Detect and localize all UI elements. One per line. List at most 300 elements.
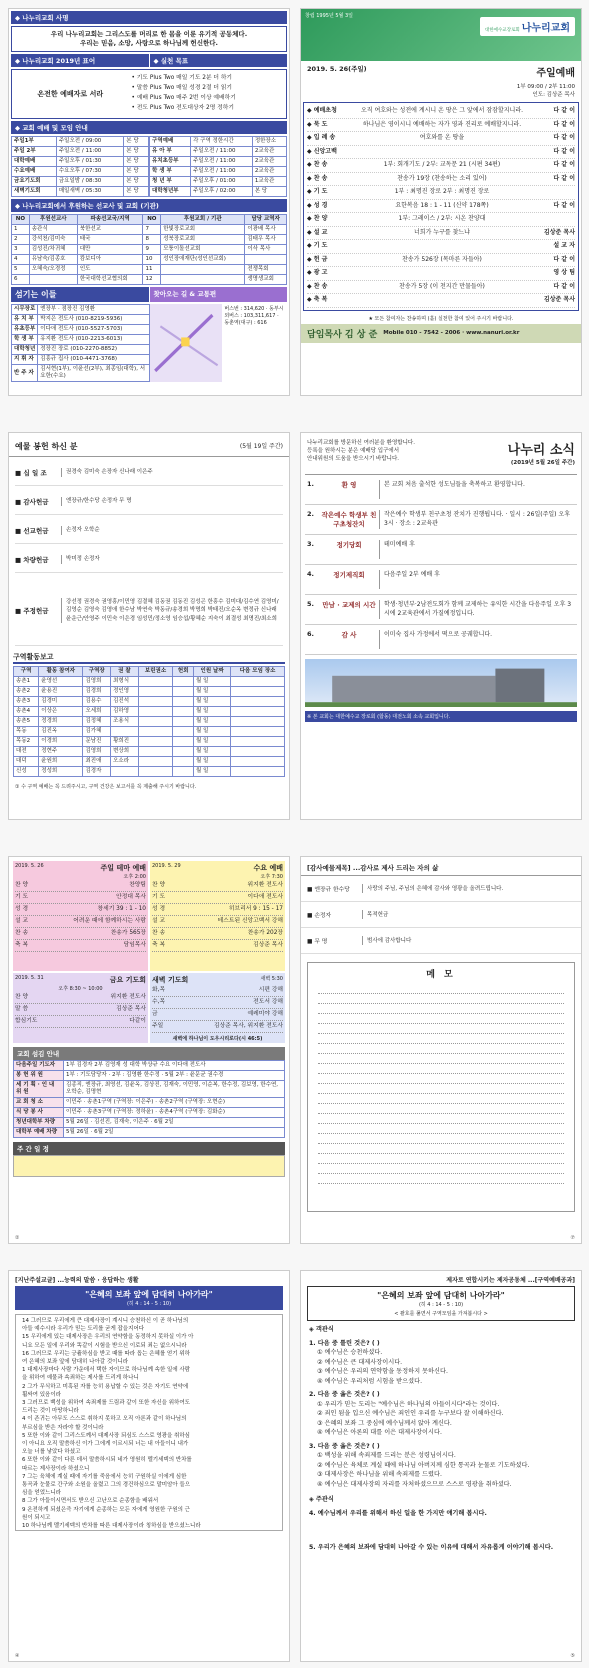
- sermon-line: 부르심을 받은 자라야 할 것이니라: [22, 1424, 104, 1431]
- service-cell: 2교육관: [252, 157, 286, 167]
- missionary-cell: 9: [143, 245, 161, 255]
- service-cell: 각 구역 정한시간: [191, 137, 253, 147]
- district-cell: [231, 737, 285, 747]
- district-row: [14, 677, 285, 687]
- thanks-title: [감사예물제목] ...감사로 제사 드리는 자의 삶: [301, 857, 581, 876]
- schedule-row: [15, 1004, 146, 1016]
- schedule-row: [15, 880, 146, 892]
- district-cell: [231, 677, 285, 687]
- district-cell: [138, 697, 173, 707]
- worship-order-content: 1부 : 최명진 장로 2부 : 최명진 장로: [394, 188, 490, 195]
- wednesday-service: 2019. 5. 29 수요 예배 오후 7:30 찬 양 위지환 전도사 기 도 이다애 전도사 성 경 히브리서 9 : 15 - 17 설 교 테스트된 신앙고백서 강해 찬 송 찬송가 202장 축 복 김상준 목사: [150, 861, 285, 971]
- missionary-header: NO: [143, 215, 161, 225]
- missionary-cell: 5: [12, 265, 30, 275]
- schedule-row: [152, 928, 283, 940]
- news-item: [305, 475, 577, 505]
- servant-name: 김서현(1부), 이윤선(2부), 최종임(대학), 서요한(수요): [38, 365, 149, 382]
- worship-order-row: [307, 254, 575, 268]
- missionary-header: NO: [12, 215, 30, 225]
- motto: 온전한 예배자로 서라: [37, 90, 104, 98]
- offering-row: [15, 576, 283, 646]
- district-cell: 월 일: [194, 747, 231, 757]
- schedule-row: [15, 992, 146, 1004]
- church-logo: 대한예수교장로회 나누리교회: [480, 17, 575, 36]
- schedule-item: 기 도: [15, 894, 29, 900]
- worship-order-leader: 다 같 이: [553, 120, 575, 128]
- serve-row: [14, 1108, 285, 1118]
- study-essay: 5. 우리가 은혜의 보좌에 담대히 나아갈 수 있는 이유에 대해서 자유롭게 이야기해 봅시다.: [309, 1543, 554, 1551]
- week-heading: 주 간 일 정: [13, 1142, 285, 1155]
- news-number: 5.: [307, 600, 314, 608]
- service-row: [150, 137, 287, 147]
- district-cell: [173, 767, 194, 777]
- schedule-item: 성 경: [15, 906, 29, 912]
- sermon-line: 8 그가 아들이시면서도 받으신 고난으로 순종함을 배워서: [22, 1498, 159, 1505]
- district-cell: [138, 747, 173, 757]
- schedule-item: 금: [152, 1011, 158, 1017]
- motto-heading: ◆ 나누리교회 2019년 표어: [11, 54, 149, 67]
- district-cell: 월 일: [194, 697, 231, 707]
- service-cell: 본 당: [124, 177, 149, 187]
- service-cell: 본 당: [124, 157, 149, 167]
- serve-role: 청년대학부 차량: [14, 1118, 64, 1128]
- missionary-header: 담당 교역자: [245, 215, 287, 225]
- missionary-cell: 김태우 목사: [245, 235, 287, 245]
- serve-detail: 5월 26일 · 6월 2일: [64, 1128, 285, 1138]
- missionary-cell: 모퉁이돌선교회: [161, 245, 245, 255]
- offering-type: ■ 차량헌금: [15, 556, 49, 564]
- study-heading-box: "은혜의 보좌 앞에 담대히 나아가라" (히 4 : 14 - 5 : 10) < 괄호를 풀면서 구역모임을 가져봅시다 >: [307, 1286, 575, 1321]
- memo-line: [318, 1074, 564, 1084]
- thanks-item: [301, 928, 581, 954]
- memo-line: [318, 1004, 564, 1014]
- sermon-line: 여 은혜의 보좌 앞에 담대히 나아갈 것이니라: [22, 1359, 129, 1366]
- schedule-item: 찬 송: [15, 930, 29, 936]
- district-cell: 김영희: [83, 747, 111, 757]
- service-cell: 주일오전 / 11:00: [191, 157, 253, 167]
- schedule-value: 안정대 목사: [116, 894, 146, 900]
- news-item: [305, 625, 577, 655]
- district-cell: 목동2: [14, 737, 39, 747]
- servant-role: 학 생 부: [12, 335, 38, 345]
- sermon-line: 휩싸여 있음이라: [22, 1391, 61, 1398]
- worship-order-content: 여호와를 온 땅을: [419, 134, 465, 141]
- district-cell: [173, 717, 194, 727]
- district-cell: 윤용진: [39, 687, 83, 697]
- worship-order-content: 찬송가 5장 (이 천지간 만물들아): [399, 282, 485, 290]
- thanks-text: 목적헌금: [362, 910, 575, 919]
- news-body: 학생·청년부·2남전도회가 함께 교제하는 유익한 시간을 다음주일 오후 3시에 2교육관에서 가질예정입니다.: [379, 600, 575, 619]
- news-number: 1.: [307, 480, 314, 488]
- district-cell: [173, 677, 194, 687]
- missionary-cell: 대만: [77, 245, 143, 255]
- schedule-row: [152, 892, 283, 904]
- schedule-row: [15, 916, 146, 928]
- district-cell: 김정혜: [83, 717, 111, 727]
- district-cell: 월 일: [194, 687, 231, 697]
- missionary-cell: 6: [12, 275, 30, 285]
- offering-list: [9, 460, 289, 646]
- district-cell: 송촌1: [14, 677, 39, 687]
- district-row: [14, 747, 285, 757]
- missionary-row: [12, 275, 287, 285]
- worship-order-leader: 영 상 팀: [553, 269, 575, 276]
- bulletin-page-memo: [감사예물제목] ...감사로 제사 드리는 자의 삶 ■ 엔장규 한수당 사랑의 주님, 주님의 은혜에 감사와 영광을 올려드립니다. ■ 손정자 목적헌금 ■ 무 명 범사에 감사합니다 메 모 ⑦: [300, 856, 582, 1244]
- goals-list: [129, 70, 286, 118]
- worship-order-item: ◆ 묵 도: [307, 120, 328, 128]
- service-cell: 주일1부: [12, 137, 57, 147]
- schedule-row: [152, 904, 283, 916]
- schedule-value: 김상준 목사, 위지환 전도사: [214, 1023, 283, 1029]
- news-heading: 정기당회: [336, 541, 362, 549]
- sermon-line: 오늘 너를 낳았다 하셨고: [22, 1449, 81, 1456]
- worship-order-content: 찬송가 19장 (찬송하는 소리 있어): [397, 174, 487, 182]
- thanks-list: [301, 876, 581, 954]
- news-heading: 감 사: [341, 631, 357, 639]
- district-cell: [231, 697, 285, 707]
- thanks-name: ■ 엔장규 한수당: [307, 887, 350, 893]
- study-essay-title: ◈ 주관식: [309, 1496, 334, 1503]
- district-cell: 정인영: [111, 687, 139, 697]
- district-header: 다음 모임 장소: [231, 667, 285, 677]
- news-body: 이미숙 집사 가정에서 떡으로 공궤합니다.: [379, 630, 575, 649]
- district-row: [14, 737, 285, 747]
- district-cell: 정경희: [39, 717, 83, 727]
- district-row: [14, 727, 285, 737]
- schedule-row: [152, 880, 283, 892]
- denomination-caption: ※ 본 교회는 대한예수교 장로회 (합동) 대전노회 소속 교회입니다.: [305, 711, 577, 722]
- schedule-row: [152, 1009, 283, 1021]
- schedule-value: 이다애 전도사: [247, 894, 283, 900]
- offering-type: ■ 감사헌금: [15, 498, 49, 506]
- district-cell: [138, 677, 173, 687]
- worship-order-content: [349, 146, 535, 159]
- study-option: ④ 예수님은 아론의 대를 이은 대제사장이시다.: [317, 1429, 442, 1436]
- district-cell: [173, 757, 194, 767]
- worship-order-item: ◆ 광 고: [307, 269, 328, 276]
- worship-order-row: [307, 132, 575, 146]
- sermon-text: [15, 1314, 283, 1531]
- offering-type: ■ 선교헌금: [15, 527, 49, 535]
- bulletin-page-news: 나누리교회를 방문하신 여러분을 환영합니다. 등록을 원하시는 분은 예배당 입구에서 안내위원의 도움을 받으시기 바랍니다. 나누리 소식 (2019년 5월 26일 주간) 1. 환 영 본 교회 처음 출석한 성도님들을 축복하고 환영합니다. 2. 작은예수 학생부 친구초청잔치 작은예수 학생부 친구초청 잔치가 진행됩니다. · 일시 : 26일(주일) 오후 3시 · 장소 : 2교육관 3. 정기당회 테미예배 후 4. 정기제직회 다음주일 2부 예배 후 5. 만남 · 교제의 시간 학생·청년부·2남전도회가 함께 교제하는 유익한 시간을 다음주일 오후 3시에 2교육관에서 가질예정입니다. 6. 감 사 이미숙 집사 가정에서 떡으로 공궤합니다. ※ 본 교회는 대한예수교 장로회 (합동) 대전노회 소속 교회입니다.: [300, 432, 582, 820]
- memo-line: [318, 1014, 564, 1024]
- servant-row: [12, 345, 150, 355]
- district-header: 활동 참여자: [39, 667, 83, 677]
- worship-order-row: [307, 173, 575, 187]
- service-row: [150, 187, 287, 197]
- worship-order-item: ◆ 신앙고백: [307, 147, 337, 155]
- worship-order-row: [307, 119, 575, 133]
- map-image: [150, 304, 223, 382]
- sermon-line: 15 우리에게 있는 대제사장은 우리의 연약함을 동정하지 못하실 이가 아: [22, 1334, 194, 1341]
- worship-order-item: ◆ 찬 양: [307, 215, 328, 222]
- memo-line: [318, 1054, 564, 1064]
- church-building-image: [305, 659, 577, 707]
- schedule-value: 위지환 전도사: [110, 994, 146, 1000]
- district-cell: 최진애: [83, 757, 111, 767]
- district-cell: 김하영: [111, 707, 139, 717]
- district-cell: 신성: [14, 767, 39, 777]
- news-item: [305, 565, 577, 595]
- service-cell: 새벽기도회: [12, 187, 57, 197]
- news-heading: 환 영: [341, 481, 357, 489]
- memo-line: [318, 1024, 564, 1034]
- worship-order-item: ◆ 찬 송: [307, 174, 328, 182]
- servant-role: 지 휘 자: [12, 355, 38, 365]
- district-cell: 오소라: [111, 757, 139, 767]
- service-cell: 금요일밤 / 08:30: [56, 177, 123, 187]
- worship-order-leader: 다 같 이: [553, 147, 575, 155]
- bulletin-page-schedule: 2019. 5. 26 주일 테마 예배 오후 2:00 찬 양 찬양팀 기 도 안정대 목사 성 경 창세기 39 : 1 - 10 설 교 어려운 때에 함께하시는 사람 찬 송 찬송가 565장 축 복 담임목사 2019. 5. 29 수요 예배 오후 7:30 찬 양 위지환 전도사 기 도 이다애 전도사 성 경 히브리서 9 : 15 - 17 설 교 테스트된 신앙고백서 강해 찬 송 찬송가 202장 축 복 김상준 목사 2019. 5. 31 금요 기도회 오후 8:30 ~ 10:00 찬 양 위지환 전도사 말 씀 김상준 목사 합심기도 다같이 새벽 기도회 새벽 5:30 화,목 시편 강해 수,목 전도서 강해 금 예레미야 강해 주일 김상준 목사, 위지환 전도사 새벽에 하나님이 도우시리로다(시 46:5) 교회 섬김 안내 다음주일 기도자 1부 김경자 2부 김영재 성 대학 박상규 수요 이다애 전도사 봉 헌 위 원 1부 : 기도담당자 · 2부 : 김영환 한수정 · 5월 2부 : 윤문균 권수경 세 기 획 · 인 내 위 원 김종직, 엔장규, 최영선, 김윤옥, 김상진, 김재숙, 이민영, 이순복, 한수정, 김보영, 한수연, 오학순, 김명현 교 회 청 소 이민주 · 송촌1구역 (구역장: 이은주) · 송촌2구역 (구역장: 오현순) 식 당 봉 사 이민주 · 송촌3구역 (구역장: 정하윤) · 송촌4구역 (구역장: 김화순) 청년대학부 차량 5월 26일 · 김선진, 김재숙, 이은주 · 6월 2일 대학부 예배 차량 5월 26일 · 6월 2일 주 간 일 정 ②: [8, 856, 290, 1244]
- schedule-item: 성 경: [152, 906, 166, 912]
- district-cell: [138, 757, 173, 767]
- serve-detail: 이민주 · 송촌3구역 (구역장: 정하윤) · 송촌4구역 (구역장: 김화순): [64, 1108, 285, 1118]
- memo-line: [318, 994, 564, 1004]
- missionary-cell: [29, 275, 77, 285]
- servant-role: 유 치 부: [12, 315, 38, 325]
- district-header: 구역: [14, 667, 39, 677]
- dawn-prayer: 새벽 기도회 새벽 5:30 화,목 시편 강해 수,목 전도서 강해 금 예레미야 강해 주일 김상준 목사, 위지환 전도사 새벽에 하나님이 도우시리로다(시 46:5): [150, 973, 285, 1043]
- district-row: [14, 687, 285, 697]
- servant-name: 박지은 전도사 (010-8219-5936): [38, 315, 149, 325]
- servant-name: 이다애 전도사 (010-5527-5703): [38, 325, 149, 335]
- church-name: 나누리교회: [521, 23, 570, 34]
- memo-line: [318, 1164, 564, 1174]
- district-cell: [173, 737, 194, 747]
- schedule-row: [152, 985, 283, 997]
- service-row: [150, 167, 287, 177]
- district-cell: [231, 727, 285, 737]
- service-cell: 본 당: [124, 167, 149, 177]
- serve-row: [14, 1071, 285, 1081]
- worship-order-item: ◆ 입 례 송: [307, 134, 336, 141]
- study-option: ② 예수님은 큰 대제사장이시다.: [317, 1358, 403, 1366]
- servant-row: [12, 335, 150, 345]
- schedule-item: 찬 양: [152, 882, 166, 888]
- sermon-line: 3 그러므로 백성을 위하여 속죄제를 드림과 같이 또한 자신을 위하여도: [22, 1400, 191, 1407]
- worship-order-leader: [535, 213, 575, 226]
- news-list: [305, 474, 577, 655]
- missionary-cell: 8: [143, 235, 161, 245]
- district-cell: [111, 767, 139, 777]
- worship-order-row: [307, 146, 575, 160]
- schedule-value: 다같이: [129, 1018, 146, 1024]
- servant-name: 엔장부 · 점장진 김영환: [38, 305, 149, 315]
- district-cell: 송촌3: [14, 697, 39, 707]
- missionary-cell: 11: [143, 265, 161, 275]
- district-row: [14, 717, 285, 727]
- worship-order-leader: 다 같 이: [553, 107, 575, 114]
- district-cell: [231, 717, 285, 727]
- offering-names: 박미정 손정자: [61, 555, 283, 564]
- district-cell: 목동: [14, 727, 39, 737]
- schedule-item: 주일: [152, 1023, 164, 1029]
- district-cell: [138, 687, 173, 697]
- news-item: [305, 535, 577, 565]
- mission-heading: ◆ 나누리교회 사명: [11, 11, 287, 24]
- worship-order-row: [307, 227, 575, 241]
- district-cell: 대전: [14, 747, 39, 757]
- map-heading: 찾아오는 길 & 교통편: [150, 287, 288, 302]
- sermon-line: 14 그러므로 우리에게 큰 대제사장이 계시니 승천하신 이 곧 하나님의: [22, 1318, 189, 1324]
- worship-order-content: [349, 240, 535, 253]
- sermon-line: 7 그는 육체에 계실 때에 자기를 죽음에서 능히 구원하실 이에게 심한: [22, 1473, 187, 1480]
- serve-detail: 1부 : 기도담당자 · 2부 : 김영환 한수정 · 5월 2부 : 윤문균 권수경: [64, 1071, 285, 1081]
- district-header: 헌회: [173, 667, 194, 677]
- district-cell: [231, 767, 285, 777]
- serve-detail: 5월 26일 · 김선진, 김재숙, 이은주 · 6월 2일: [64, 1118, 285, 1128]
- study-essay: 4. 예수님께서 우리를 위해서 하신 일을 한 가지만 얘기해 봅시다.: [309, 1509, 487, 1517]
- missionary-header: 파송선교국/지역: [77, 215, 143, 225]
- district-cell: [173, 687, 194, 697]
- sermon-heading-box: "은혜의 보좌 앞에 담대히 나아가라" (히 4 : 14 - 5 : 10): [15, 1286, 283, 1310]
- sermon-line: 따르는 제사장이라 하셨으니: [22, 1465, 90, 1472]
- district-cell: 월 일: [194, 757, 231, 767]
- study-question: 3. 다음 중 옳은 것은? ( ): [309, 1442, 380, 1450]
- study-option: ③ 은혜의 보좌 그 중심에 예수님께서 앉아 계신다.: [317, 1419, 452, 1427]
- worship-order-content: 너희가 누구를 찾느냐: [414, 228, 470, 236]
- district-cell: 김경자: [83, 767, 111, 777]
- schedule-item: 찬 송: [152, 930, 166, 936]
- news-body: 작은예수 학생부 친구초청 잔치가 진행됩니다. · 일시 : 26일(주일) 오후 3시 · 장소 : 2교육관: [379, 510, 575, 529]
- district-cell: 김영희: [83, 677, 111, 687]
- news-title: 나누리 소식: [507, 443, 575, 458]
- service-cell: 본 당: [124, 137, 149, 147]
- worship-order-item: ◆ 찬 송: [307, 282, 328, 290]
- sermon-line: 아들 예수시라 우리가 믿는 도리를 굳게 잡을지어다: [22, 1326, 145, 1333]
- district-row: [14, 767, 285, 777]
- bus-info: 버스번 : 314,620 · 동부시외버스 : 103,311,617 · 동춘역(대구) : 616: [224, 306, 284, 326]
- news-number: 3.: [307, 540, 314, 548]
- serve-row: [14, 1061, 285, 1071]
- worship-order-item: ◆ 찬 송: [307, 161, 328, 168]
- offering-type: ■ 주정헌금: [15, 607, 49, 615]
- service-row: [12, 187, 149, 197]
- schedule-value: 김상준 목사: [253, 942, 283, 948]
- memo-line: [318, 1124, 564, 1134]
- missionary-header: 후원교회 / 기관: [161, 215, 245, 225]
- bulletin-page-offering: 예물 봉헌 하신 분 (5월 19일 주간) ■ 십 일 조 권경숙 김미숙 손장자 신나래 이은주 ■ 감사헌금 엔장규/한수당 손정자 무 명 ■ 선교헌금 손정자 오학순 ■ 차량헌금 박미정 손정자 ■ 주정헌금 강선정 권경숙 권영흥/이민영 김결혜 김동권 김동진 김성곤 한흥수 김미대/김수연 김영미/김영순 김영숙 김영애 한수남 박연숙 박동규/송경희 박명희 박태진/오순옥 변정규 신나래 윤운근/안영주 이민숙 이은경 임성민/정소영 임승섭/황혜순 지숙이 최결성 최명진/최소희 구역활동보고 구역 활동 참여자 구역장 권 찰 보린권소 헌회 인원 날짜 다음 모임 장소 송촌1 윤영선 김영희 최형식 월 일 송촌2 윤용진 김경희 정인영 월 일 송촌3 김경미 김용수 김진석 월 일 송촌4 이상은 오세희 김하영 월 일 송촌5 정경희 김정혜 조용식 월 일 목동 김진옥 김가혜 월 일 목동2 이경희 문남진 황희진 월 일 대전 정현주 김영희 변상희 월 일 대덕 윤원희 최진애 오소라 월 일 신성 정성희 김경자 월 일 ① 수 구역 예배는 꼭 드려주시고, 구역 건강은 보고서를 꼭 제출해 주시기 바랍니다.: [8, 432, 290, 820]
- news-heading: 작은예수 학생부 친구초청잔치: [321, 511, 377, 528]
- thanks-item: [301, 902, 581, 928]
- memo-box: [307, 962, 575, 1212]
- study-option: ③ 예수님은 우리의 연약함을 동정하지 못하신다.: [317, 1368, 448, 1375]
- service-cell: 청 년 부: [150, 177, 191, 187]
- district-cell: 문남진: [83, 737, 111, 747]
- memo-line: [318, 1174, 564, 1184]
- schedule-item: 말 씀: [15, 1006, 29, 1012]
- service-cell: 주일오전 / 11:00: [191, 167, 253, 177]
- pastor-footer: 담임목사 김 상 준 Mobile 010 - 7542 - 2006 · www.nanuri.or.kr: [301, 324, 581, 343]
- district-cell: 김경미: [39, 697, 83, 707]
- serve-detail: 김종직, 엔장규, 최영선, 김윤옥, 김상진, 김재숙, 이민영, 이순복, 한수정, 김보영, 한수연, 오학순, 김명현: [64, 1081, 285, 1098]
- district-cell: [173, 707, 194, 717]
- worship-order-leader: 김상준 목사: [543, 296, 575, 303]
- sermon-label: [지난주설교글] ...능력의 말씀 · 응답하는 생활: [15, 1277, 139, 1284]
- missionary-cell: 12: [143, 275, 161, 285]
- serve-role: 다음주일 기도자: [14, 1061, 64, 1071]
- study-label: 제자로 연합시키는 제자공동체 ...[구역예배공과]: [446, 1277, 575, 1284]
- missionary-cell: [245, 255, 287, 265]
- schedule-row: [15, 892, 146, 904]
- schedule-value: 시편 강해: [258, 987, 283, 993]
- worship-order-item: ◆ 축 복: [307, 296, 328, 303]
- serve-row: [14, 1081, 285, 1098]
- servant-role: 반 주 자: [12, 365, 38, 382]
- service-row: [150, 177, 287, 187]
- worship-order-row: [307, 200, 575, 214]
- serve-row: [14, 1128, 285, 1138]
- sermon-line: 원이 되시고: [22, 1514, 51, 1521]
- worship-order-row: [307, 159, 575, 173]
- map-area: [150, 304, 288, 382]
- worship-order-content: 오직 여호와는 성전에 계시니 온 땅은 그 앞에서 잠잠할지니라.: [360, 107, 524, 114]
- missionary-row: [12, 235, 287, 245]
- service-cell: 대학청년부: [150, 187, 191, 197]
- schedule-value: 위지환 전도사: [247, 882, 283, 888]
- district-cell: [138, 707, 173, 717]
- missionary-cell: 성북장로교회: [161, 235, 245, 245]
- bulletin-page-worship: 창립 1995년 5월 3일 대한예수교장로회 나누리교회 2019. 5. 26(주일) 주일예배 1부 09:00 / 2부 11:00 인도: 김상준 목사 ◆ 예배초청 오직 여호와는 성전에 계시니 온 땅은 그 앞에서 잠잠할지니라. 다 같 이 ◆ 묵 도 하나님은 영이시니 예배하는 자가 영과 진리로 예배할지니라. 다 같 이 ◆ 입 례 송 여호와를 온 땅을 다 같 이 ◆ 신앙고백 다 같 이 ◆ 찬 송 1부: 회개기도 / 2부: 교독문 21 (시편 34편) 다 같 이 ◆ 찬 송 찬송가 19장 (찬송하는 소리 있어) 다 같 이 ◆ 기 도 1부 : 최명진 장로 2부 : 최명진 장로 ◆ 성 경 요한복음 18 : 1 - 11 (신약 178쪽) 다 같 이 ◆ 찬 양 1부: 그레이스 / 2부: 시온 찬양대 ◆ 설 교 너희가 누구를 찾느냐 김상준 목사 ◆ 기 도 설 교 자 ◆ 헌 금 찬송가 526장 (목마른 자들아) 다 같 이 ◆ 광 고 영 상 팀 ◆ 찬 송 찬송가 5장 (이 천지간 만물들아) 다 같 이 ◆ 축 복 김상준 목사 ★ 모든 참여자는 찬송하며 (홀) 실천한 참여 있어 주시기 바랍니다. 담임목사 김 상 준 Mobile 010 - 7542 - 2006 · www.nanuri.or.kr: [300, 8, 582, 396]
- district-cell: 정성희: [39, 767, 83, 777]
- schedule-item: 찬 양: [15, 882, 29, 888]
- news-body: 다음주일 2부 예배 후: [379, 570, 575, 589]
- serve-role: 식 당 봉 사: [14, 1108, 64, 1118]
- service-cell: 학 생 부: [150, 167, 191, 177]
- offering-title: 예물 봉헌 하신 분: [15, 442, 78, 451]
- worship-order-item: ◆ 설 교: [307, 228, 328, 236]
- missionary-cell: [161, 265, 245, 275]
- service-cell: 본 당: [124, 147, 149, 157]
- district-header: 구역장: [83, 667, 111, 677]
- district-header: 인원 날짜: [194, 667, 231, 677]
- sermon-line: 을 위하여 예물과 속죄하는 제사를 드리게 하나니: [22, 1375, 139, 1382]
- week-schedule-area: [13, 1155, 285, 1177]
- schedule-value: 예레미야 강해: [247, 1011, 283, 1017]
- sermon-line: 1 대제사장마다 사람 가운데서 택한 자이므로 하나님께 속한 일에 사람: [22, 1367, 191, 1374]
- worship-order-row: [307, 105, 575, 119]
- schedule-value: 히브리서 9 : 15 - 17: [228, 906, 283, 912]
- district-cell: [231, 757, 285, 767]
- service-cell: 대학예배: [12, 157, 57, 167]
- news-body: 테미예배 후: [379, 540, 575, 559]
- missionary-cell: 송관식: [29, 225, 77, 235]
- goals-heading: ◆ 실천 목표: [150, 54, 288, 67]
- worship-order-leader: 다 같 이: [553, 201, 575, 209]
- bulletin-page-vision: [8, 8, 290, 396]
- service-title: 주일예배: [536, 68, 575, 79]
- offering-row: [15, 547, 283, 573]
- serve-row: [14, 1118, 285, 1128]
- worship-order-item: ◆ 성 경: [307, 201, 328, 209]
- district-cell: 송촌4: [14, 707, 39, 717]
- missionary-cell: 1: [12, 225, 30, 235]
- missionary-header: 후원선교사: [29, 215, 77, 225]
- service-row: [150, 157, 287, 167]
- missionary-row: [12, 225, 287, 235]
- worship-order-content: 1부: 회개기도 / 2부: 교독문 21 (시편 34편): [383, 161, 501, 168]
- district-footnote: ① 수 구역 예배는 꼭 드려주시고, 구역 건강은 보고서를 꼭 제출해 주시기 바랍니다.: [15, 784, 197, 790]
- missionary-cell: 성인장애재단(성인선교회): [161, 255, 245, 265]
- missionary-cell: 태국: [77, 235, 143, 245]
- schedule-item: 축 복: [15, 942, 29, 948]
- news-item: [305, 595, 577, 625]
- missionary-table: [11, 214, 287, 285]
- sermon-line: 이 아니요 오직 말씀하신 이가 그에게 이르시되 너는 내 아들이니 내가: [22, 1441, 189, 1448]
- district-cell: [173, 747, 194, 757]
- service-heading: ◆ 교회 예배 및 모임 안내: [11, 121, 287, 134]
- service-cell: 주일오전 / 11:00: [56, 147, 123, 157]
